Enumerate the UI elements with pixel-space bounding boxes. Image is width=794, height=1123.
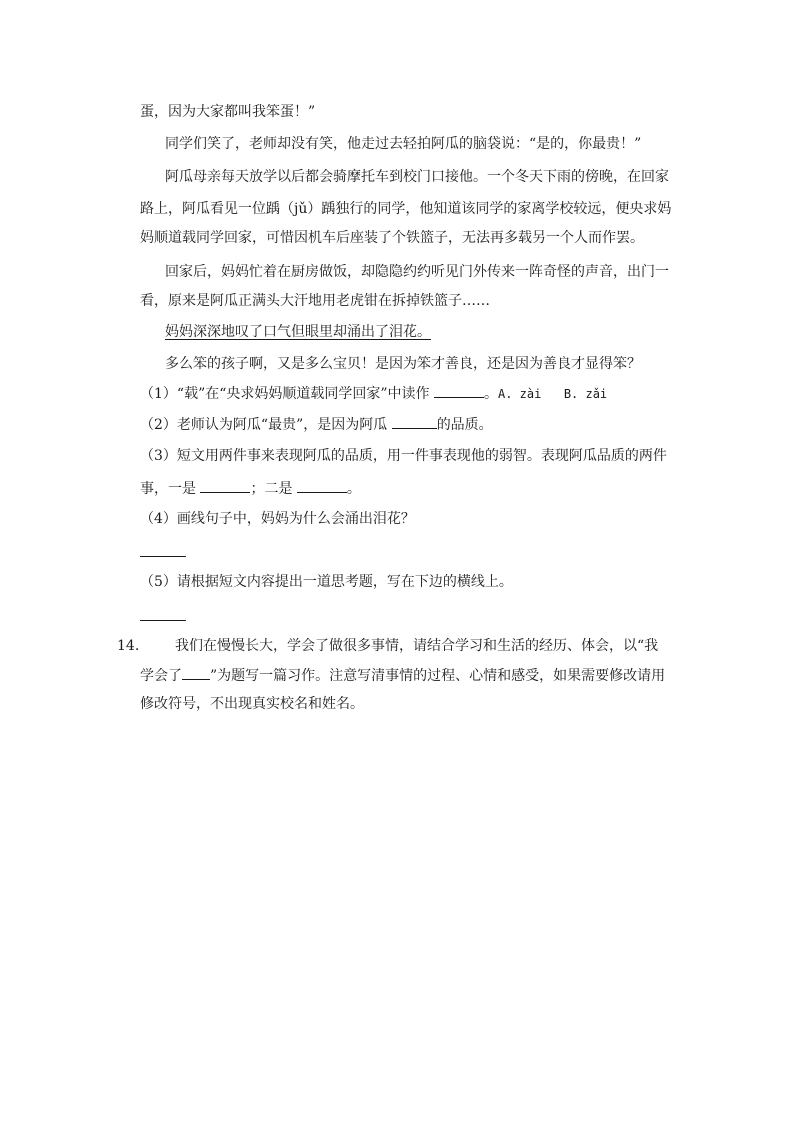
passage-line-5: 妈顺道载同学回家，可惜因机车后座装了个铁篮子，无法再多载另一个人而作罢。 bbox=[140, 230, 644, 246]
question-14-number: 14. bbox=[117, 638, 140, 654]
option-b: B. zǎi bbox=[563, 387, 608, 401]
question-14-line-1: 我们在慢慢长大，学会了做很多事情，请结合学习和生活的经历、体会，以“我 bbox=[175, 638, 659, 654]
question-1-text: （1）“载”在“央求妈妈顺道载同学回家”中读作 bbox=[140, 386, 430, 402]
question-1-suffix: 。 bbox=[484, 386, 498, 402]
option-a: A. zài bbox=[498, 387, 542, 401]
question-2-text: （2）老师认为阿瓜“最贵”，是因为阿瓜 bbox=[140, 417, 388, 433]
question-3-line-2 bbox=[140, 478, 361, 498]
question-3-end: 。 bbox=[346, 481, 361, 497]
question-4: （4）画线句子中，妈妈为什么会涌出泪花？ bbox=[140, 511, 415, 527]
question-14-line-2 bbox=[140, 665, 665, 685]
question-4-answer-line[interactable] bbox=[140, 556, 186, 557]
question-2-blank[interactable] bbox=[392, 414, 437, 429]
question-5-answer-line[interactable] bbox=[140, 620, 186, 621]
question-3-first: 事，一是 bbox=[140, 481, 196, 497]
question-1 bbox=[140, 383, 607, 403]
question-14-title-end: ”为题写一篇习作。注意写清事情的过程、心情和感受，如果需要修改请用 bbox=[210, 668, 666, 684]
question-14-title-start: 学会了 bbox=[140, 668, 182, 684]
question-3-second: ；二是 bbox=[250, 481, 293, 497]
question-14-line-3: 修改符号，不出现真实校名和姓名。 bbox=[140, 696, 364, 712]
question-3-blank-1[interactable] bbox=[200, 478, 250, 493]
passage-line-7: 看，原来是阿瓜正满头大汗地用老虎钳在拆掉铁篮子…… bbox=[140, 293, 490, 309]
passage-line-6: 回家后，妈妈忙着在厨房做饭，却隐隐约约听见门外传来一阵奇怪的声音，出门一 bbox=[165, 264, 669, 280]
passage-line-9: 多么笨的孩子啊，又是多么宝贝！是因为笨才善良，还是因为善良才显得笨？ bbox=[165, 356, 641, 372]
passage-line-4: 路上，阿瓜看见一位踽（jǔ）踽独行的同学，他知道该同学的家离学校较远，便央求妈 bbox=[140, 201, 672, 217]
question-14-title-blank[interactable] bbox=[182, 665, 210, 680]
question-3-line-1: （3）短文用两件事来表现阿瓜的品质，用一件事表现他的弱智。表现阿瓜品质的两件 bbox=[140, 448, 667, 464]
question-5: （5）请根据短文内容提出一道思考题，写在下边的横线上。 bbox=[140, 574, 513, 590]
question-1-blank[interactable] bbox=[434, 383, 484, 398]
question-3-blank-2[interactable] bbox=[297, 478, 347, 493]
passage-line-3: 阿瓜母亲每天放学以后都会骑摩托车到校门口接他。一个冬天下雨的傍晚，在回家 bbox=[165, 169, 669, 185]
question-2 bbox=[140, 414, 493, 434]
passage-line-2: 同学们笑了，老师却没有笑，他走过去轻拍阿瓜的脑袋说：“是的，你最贵！” bbox=[165, 136, 642, 152]
underlined-sentence: 妈妈深深地叹了口气但眼里却涌出了泪花。 bbox=[165, 324, 431, 340]
question-2-suffix: 的品质。 bbox=[436, 417, 493, 433]
passage-line-1: 蛋，因为大家都叫我笨蛋！” bbox=[140, 104, 316, 120]
